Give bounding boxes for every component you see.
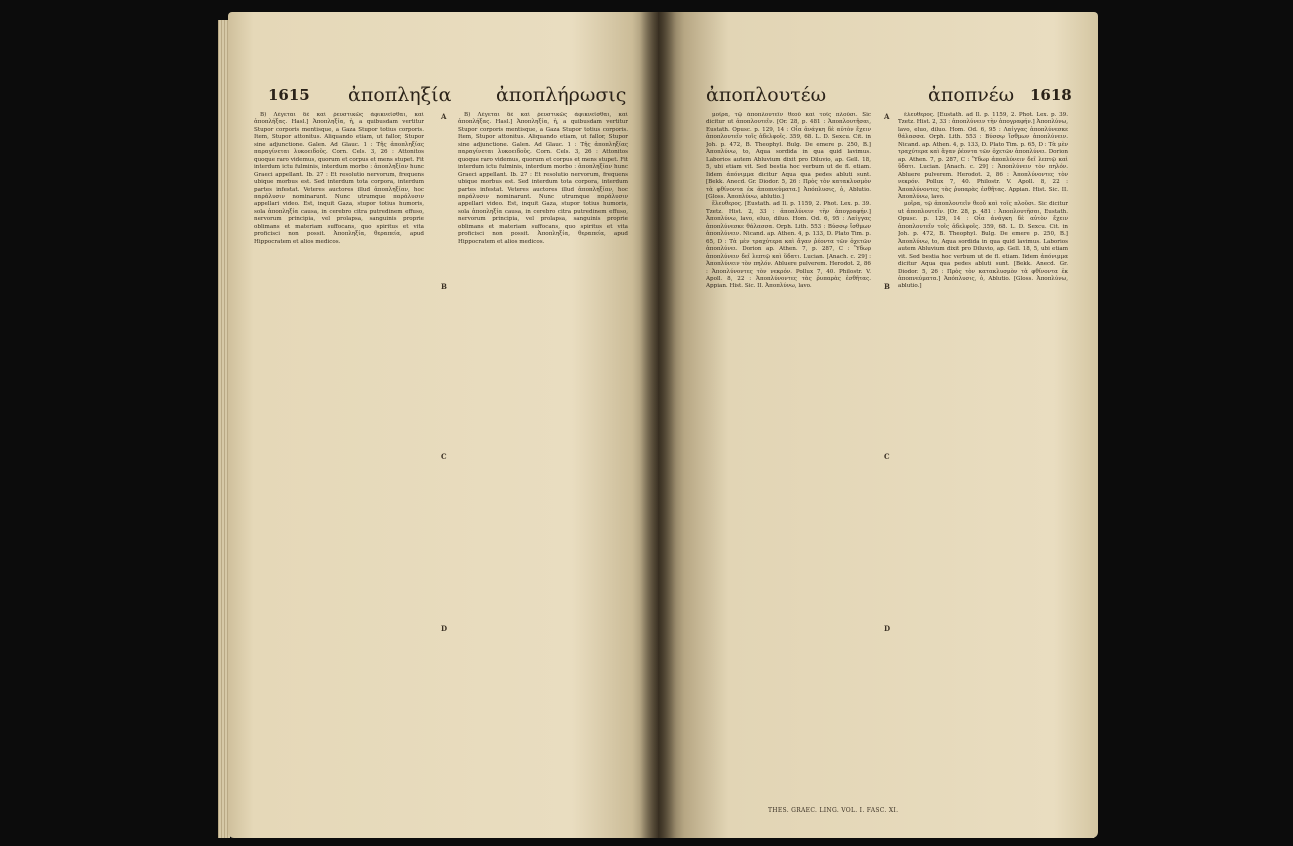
left-page-header: [228, 84, 658, 106]
left-headword-second: ἀποπλήρωσις: [496, 84, 627, 106]
right-page: [658, 12, 1098, 838]
right-page-header: [658, 84, 1098, 106]
left-column-a: [254, 112, 424, 802]
margin-marker-b: B: [441, 282, 447, 291]
margin-marker-c: C: [441, 452, 447, 461]
margin-marker-c-right: C: [884, 452, 890, 461]
right-column-d-text-2: ἔλευθερος. [Eustath. ad Il. p. 1159, 2. Phot. Lex. p. 39. Tzetz. Hist. 2, 33 : ἀποπλύνειν τὴν ἀπογραφήν.] Ἀποπλύνω, lavo, eluo, diluo. Hom. Od. 6, 95 : Λαίγγας ἀποπλύνεσκε θάλασσα. Orph. Lith. 553 : Βύσσῳ ἴσθμων ἀποπλύνειν. Nicand. ap. Athen. 4, p. 133, D. Plato Tim. p. 65, D : Τὰ μὲν τραχύτερα καὶ ἄγαν ῥέοντα τῶν ὀχετῶν ἀποπλύνει. Dorion ap. Athen. 7, p. 287, C : Ὕδωρ ἀποπλύνειν δεῖ λεπτῷ καὶ ὕδατι. Lucian. [Anach. c. 29] : Ἀποπλύνειν τὸν πηλόν. Abluere pulverem. Herodot. 2, 86 : Ἀποπλύνοντες τὸν νεκρόν. Pollux 7, 40. Philostr. V. Apoll. 8, 22 : Ἀποπλύνοντες τὰς ῥυπαρὰς ἐσθῆτας. Appian. Hist. Sic. II. Ἀποπλύνω, lavo.: [706, 201, 871, 290]
right-column-e: [898, 112, 1068, 802]
margin-marker-d: D: [441, 624, 448, 633]
left-column-b-text: Β) Λέγεται δὲ καὶ ῥευστικῶς ἀφικνεῖσθαι, καὶ ἀποπλήξας. Hasl.] Ἀποπληξία, ἡ, a quibusdam vertitur Stupor corporis mentisque, a Gaza Stupor totius corporis. Item, Stupor attonitus. Aliquando etiam, ut fallor, Stupor sine adjunctione. Galen. Ad Glauc. 1 : Τῆς ἀποπληξίας παραγίνεται λυκοειδοῦς. Corn. Cels. 3, 26 : Attonitos quoque raro videmus, quorum et corpus et mens stupet. Fit interdum ictu fulminis, interdum morbo : ἀποπληξίαν hunc Graeci appellant. Ib. 27 : Et resolutio nervorum, frequens ubique morbus est. Sed interdum tota corpora, interdum partes infestat. Veteres auctores illud ἀποπληξίαν, hoc παράλυσιν nominarunt. Nunc utrumque παράλυσιν appellari video. Est, inquit Gaza, stupor totius humoris, sola ἀποπληξία causa, in cerebro citra putredinem effuso, nervorum principia, vel prolapsa, sanguinis proprie oblimans et materiam suffocans, quo spiritus et vita proficisci non possit. Ἀποπληξία, θεραπεία, apud Hippocratem et alios medicos.: [458, 112, 628, 245]
right-column-e-text-2: μοῖρα, τῷ ἀποπλουτεῖν θεοῦ καὶ τοῖς πλοῦσι. Sic dicitur ut ἀποπλουτεῖν. [Or. 28, p. 481 : Ἀποπλουτῆσαι, Eustath. Opusc. p. 129, 14 : Οἷα ἀνάγκη δὲ αὐτὸν ἔχειν ἀποπλουτεῖν τοῖς ἀδελφοῖς. 359, 68. L. D. Sexcu. Cit. in Joh. p. 472, B. Theophyl. Bulg. De emere p. 250, B.] Ἀποπλύνω, to, Aqua sordida in qua quid lavimus. Laborios autem Abluvium dixit pro Diluvio, ap. Gell. 18, 5, ubi etiam vit. Sed bestia hoc verbum ut de fl. etiam. Iidem ἀπόνιμμα dicitur Aqua qua pedes abluti sunt. [Bekk. Anecd. Gr. Diodor. 5, 26 : Πρὸς τὸν κατακλυσμὸν τὰ φθίνοντα ἐκ ἀποπνεύματα.] Ἀπόπλυσις, ὁ, Ablutio. [Gloss. Ἀποπλύνω, ablutio.]: [898, 201, 1068, 290]
margin-marker-a: A: [441, 112, 447, 121]
right-column-d: [706, 112, 871, 802]
left-page: [228, 12, 658, 838]
signature-footer: THES. GRAEC. LING. VOL. I. FASC. XI.: [768, 807, 899, 814]
left-column-b: [458, 112, 628, 802]
right-column-e-text: ἔλευθερος. [Eustath. ad Il. p. 1159, 2. Phot. Lex. p. 39. Tzetz. Hist. 2, 33 : ἀποπλύνειν τὴν ἀπογραφήν.] Ἀποπλύνω, lavo, eluo, diluo. Hom. Od. 6, 95 : Λαίγγας ἀποπλύνεσκε θάλασσα. Orph. Lith. 553 : Βύσσῳ ἴσθμων ἀποπλύνειν. Nicand. ap. Athen. 4, p. 133, D. Plato Tim. p. 65, D : Τὰ μὲν τραχύτερα καὶ ἄγαν ῥέοντα τῶν ὀχετῶν ἀποπλύνει. Dorion ap. Athen. 7, p. 287, C : Ὕδωρ ἀποπλύνειν δεῖ λεπτῷ καὶ ὕδατι. Lucian. [Anach. c. 29] : Ἀποπλύνειν τὸν πηλόν. Abluere pulverem. Herodot. 2, 86 : Ἀποπλύνοντες τὸν νεκρόν. Pollux 7, 40. Philostr. V. Apoll. 8, 22 : Ἀποπλύνοντες τὰς ῥυπαρὰς ἐσθῆτας. Appian. Hist. Sic. II. Ἀποπλύνω, lavo.: [898, 112, 1068, 200]
margin-marker-a-right: A: [884, 112, 890, 121]
left-page-number: 1615: [268, 86, 310, 104]
right-page-number: 1618: [1030, 86, 1072, 104]
left-column-a-text: Β) Λέγεται δὲ καὶ ῥευστικῶς ἀφικνεῖσθαι, καὶ ἀποπλήξας. Hasl.] Ἀποπληξία, ἡ, a quibusdam vertitur Stupor corporis mentisque, a Gaza Stupor totius corporis. Item, Stupor attonitus. Aliquando etiam, ut fallor, Stupor sine adjunctione. Galen. Ad Glauc. 1 : Τῆς ἀποπληξίας παραγίνεται λυκοειδοῦς. Corn. Cels. 3, 26 : Attonitos quoque raro videmus, quorum et corpus et mens stupet. Fit interdum ictu fulminis, interdum morbo : ἀποπληξίαν hunc Graeci appellant. Ib. 27 : Et resolutio nervorum, frequens ubique morbus est. Sed interdum tota corpora, interdum partes infestat. Veteres auctores illud ἀποπληξίαν, hoc παράλυσιν nominarunt. Nunc utrumque παράλυσιν appellari video. Est, inquit Gaza, stupor totius humoris, sola ἀποπληξία causa, in cerebro citra putredinem effuso, nervorum principia, vel prolapsa, sanguinis proprie oblimans et materiam suffocans, quo spiritus et vita proficisci non possit. Ἀποπληξία, θεραπεία, apud Hippocratem et alios medicos.: [254, 112, 424, 245]
right-headword-first: ἀποπλουτέω: [706, 84, 827, 106]
open-book: [200, 12, 1072, 838]
margin-marker-d-right: D: [884, 624, 891, 633]
right-column-d-text: μοῖρα, τῷ ἀποπλουτεῖν θεοῦ καὶ τοῖς πλοῦσι. Sic dicitur ut ἀποπλουτεῖν. [Or. 28, p. 481 : Ἀποπλουτῆσαι, Eustath. Opusc. p. 129, 14 : Οἷα ἀνάγκη δὲ αὐτὸν ἔχειν ἀποπλουτεῖν τοῖς ἀδελφοῖς. 359, 68. L. D. Sexcu. Cit. in Joh. p. 472, B. Theophyl. Bulg. De emere p. 250, B.] Ἀποπλύνω, to, Aqua sordida in qua quid lavimus. Laborios autem Abluvium dixit pro Diluvio, ap. Gell. 18, 5, ubi etiam vit. Sed bestia hoc verbum ut de fl. etiam. Iidem ἀπόνιμμα dicitur Aqua qua pedes abluti sunt. [Bekk. Anecd. Gr. Diodor. 5, 26 : Πρὸς τὸν κατακλυσμὸν τὰ φθίνοντα ἐκ ἀποπνεύματα.] Ἀπόπλυσις, ὁ, Ablutio. [Gloss. Ἀποπλύνω, ablutio.]: [706, 112, 871, 200]
left-headword-first: ἀποπληξία: [348, 84, 452, 106]
right-headword-second: ἀποπνέω: [928, 84, 1015, 106]
margin-marker-b-right: B: [884, 282, 890, 291]
book-gutter: [640, 12, 676, 838]
